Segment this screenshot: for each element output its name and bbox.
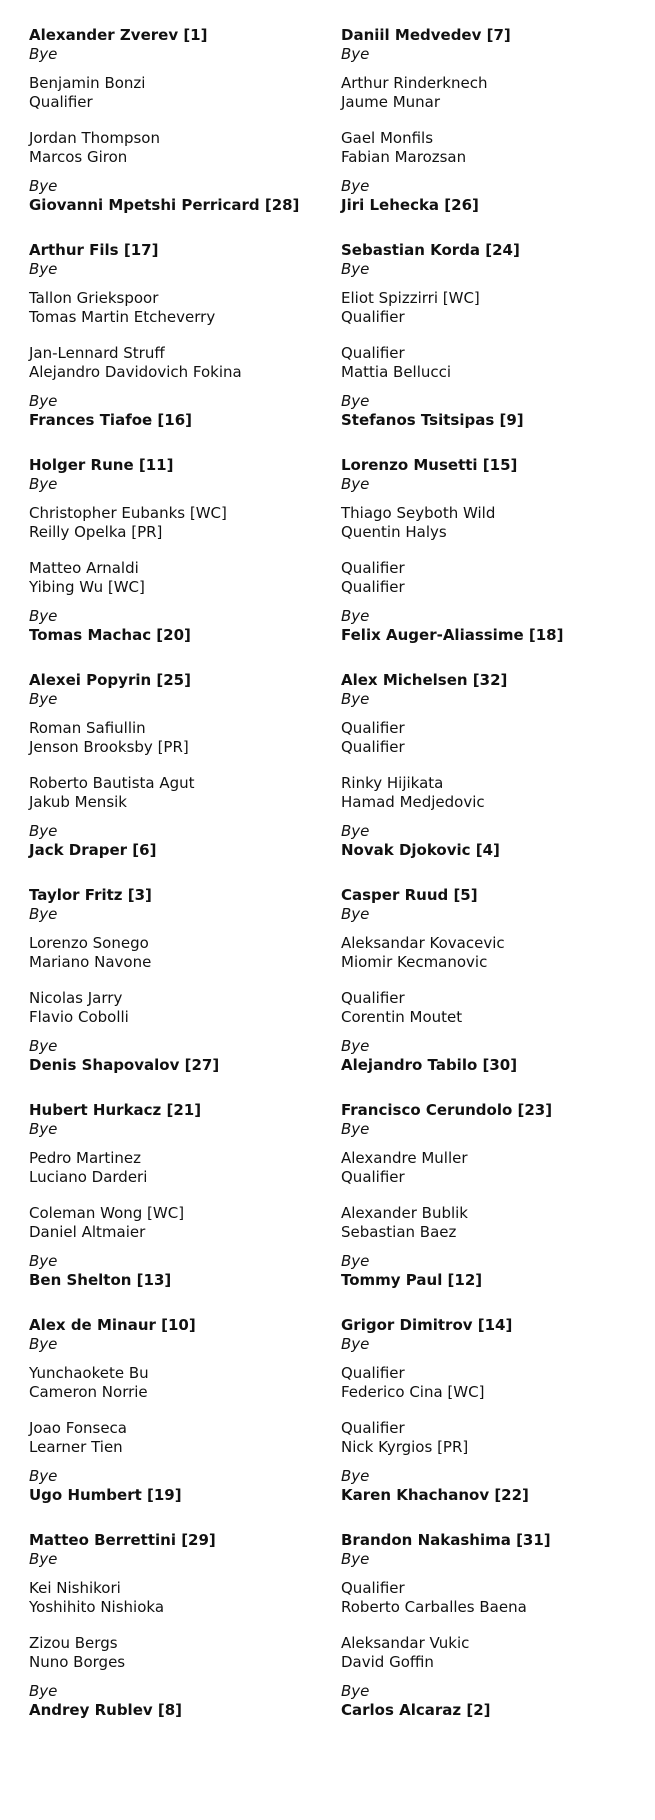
seeded-player-top: Brandon Nakashima [31] [341,1531,551,1549]
player-name: Lorenzo Sonego [29,934,149,952]
player-name: Roberto Carballes Baena [341,1598,527,1616]
bye-label: Bye [341,475,370,493]
seeded-player-top: Grigor Dimitrov [14] [341,1316,513,1334]
bye-label: Bye [29,905,58,923]
player-name: Jaume Munar [341,93,441,111]
bye-label: Bye [29,607,58,625]
bye-label: Bye [29,1252,58,1270]
player-name: Mariano Navone [29,953,152,971]
draw-section [29,670,329,865]
seeded-player-bottom: Frances Tiafoe [16] [29,411,193,429]
player-name: Joao Fonseca [29,1419,127,1437]
seeded-player-top: Daniil Medvedev [7] [341,26,511,44]
player-name: Aleksandar Kovacevic [341,934,505,952]
bye-label: Bye [341,1682,370,1700]
player-name: Christopher Eubanks [WC] [29,504,227,522]
bye-label: Bye [341,1037,370,1055]
player-name: Rinky Hijikata [341,774,444,792]
player-name: Qualifier [29,93,93,111]
bye-label: Bye [29,1682,58,1700]
draw-section [341,25,641,220]
bye-label: Bye [29,177,58,195]
player-name: Jenson Brooksby [PR] [29,738,189,756]
seeded-player-top: Casper Ruud [5] [341,886,478,904]
player-name: Qualifier [341,1579,405,1597]
player-name: Qualifier [341,989,405,1007]
player-name: Alejandro Davidovich Fokina [29,363,242,381]
player-name: Cameron Norrie [29,1383,148,1401]
draw-section [341,240,641,435]
bye-label: Bye [341,1467,370,1485]
seeded-player-bottom: Tommy Paul [12] [341,1271,483,1289]
bye-label: Bye [341,45,370,63]
draw-section [29,455,329,650]
bye-label: Bye [29,475,58,493]
player-name: Gael Monfils [341,129,434,147]
player-name: Learner Tien [29,1438,123,1456]
draw-section [341,885,641,1080]
draw-section [341,1315,641,1510]
seeded-player-bottom: Felix Auger-Aliassime [18] [341,626,564,644]
seeded-player-bottom: Jack Draper [6] [29,841,157,859]
player-name: Alexandre Muller [341,1149,468,1167]
seeded-player-bottom: Ugo Humbert [19] [29,1486,182,1504]
draw-section [29,1315,329,1510]
player-name: Roman Safiullin [29,719,146,737]
bye-label: Bye [341,1120,370,1138]
seeded-player-bottom: Novak Djokovic [4] [341,841,500,859]
seeded-player-bottom: Andrey Rublev [8] [29,1701,183,1719]
bye-label: Bye [29,1120,58,1138]
draw-section [29,1100,329,1295]
player-name: Yoshihito Nishioka [29,1598,165,1616]
bye-label: Bye [341,1252,370,1270]
player-name: Qualifier [341,719,405,737]
player-name: Qualifier [341,578,405,596]
player-name: Qualifier [341,738,405,756]
player-name: Qualifier [341,559,405,577]
bye-label: Bye [341,1550,370,1568]
seeded-player-bottom: Stefanos Tsitsipas [9] [341,411,524,429]
draw-section [341,1530,641,1725]
seeded-player-bottom: Tomas Machac [20] [29,626,191,644]
player-name: Alexander Bublik [341,1204,468,1222]
player-name: Yunchaokete Bu [29,1364,149,1382]
bye-label: Bye [29,690,58,708]
draw-section [29,1530,329,1725]
player-name: Benjamin Bonzi [29,74,146,92]
player-name: Qualifier [341,308,405,326]
player-name: Mattia Bellucci [341,363,452,381]
player-name: Qualifier [341,1168,405,1186]
bye-label: Bye [29,392,58,410]
player-name: Luciano Darderi [29,1168,148,1186]
player-name: Zizou Bergs [29,1634,118,1652]
player-name: Qualifier [341,344,405,362]
seeded-player-top: Hubert Hurkacz [21] [29,1101,202,1119]
player-name: Aleksandar Vukic [341,1634,470,1652]
player-name: Marcos Giron [29,148,128,166]
bye-label: Bye [341,690,370,708]
seeded-player-bottom: Denis Shapovalov [27] [29,1056,220,1074]
player-name: Yibing Wu [WC] [29,578,145,596]
draw-section [29,885,329,1080]
player-name: Arthur Rinderknech [341,74,488,92]
player-name: Nick Kyrgios [PR] [341,1438,469,1456]
seeded-player-bottom: Karen Khachanov [22] [341,1486,529,1504]
player-name: Daniel Altmaier [29,1223,146,1241]
seeded-player-top: Alexander Zverev [1] [29,26,208,44]
player-name: Reilly Opelka [PR] [29,523,163,541]
seeded-player-top: Arthur Fils [17] [29,241,159,259]
bye-label: Bye [341,607,370,625]
draw-section [29,25,329,220]
player-name: Jordan Thompson [29,129,160,147]
seeded-player-top: Alexei Popyrin [25] [29,671,191,689]
bye-label: Bye [29,45,58,63]
seeded-player-top: Alex de Minaur [10] [29,1316,196,1334]
seeded-player-bottom: Alejandro Tabilo [30] [341,1056,518,1074]
seeded-player-bottom: Carlos Alcaraz [2] [341,1701,491,1719]
seeded-player-bottom: Ben Shelton [13] [29,1271,172,1289]
player-name: Flavio Cobolli [29,1008,129,1026]
player-name: Thiago Seyboth Wild [341,504,496,522]
seeded-player-top: Matteo Berrettini [29] [29,1531,216,1549]
seeded-player-bottom: Jiri Lehecka [26] [341,196,479,214]
bye-label: Bye [29,1335,58,1353]
seeded-player-top: Sebastian Korda [24] [341,241,520,259]
player-name: Miomir Kecmanovic [341,953,488,971]
draw-section [29,240,329,435]
player-name: Federico Cina [WC] [341,1383,485,1401]
player-name: Coleman Wong [WC] [29,1204,185,1222]
bye-label: Bye [341,1335,370,1353]
seeded-player-top: Lorenzo Musetti [15] [341,456,518,474]
player-name: Jakub Mensik [29,793,127,811]
bye-label: Bye [341,905,370,923]
player-name: Jan-Lennard Struff [29,344,165,362]
player-name: Qualifier [341,1364,405,1382]
seeded-player-top: Taylor Fritz [3] [29,886,152,904]
player-name: Hamad Medjedovic [341,793,485,811]
seeded-player-top: Alex Michelsen [32] [341,671,508,689]
player-name: Tomas Martin Etcheverry [29,308,216,326]
bye-label: Bye [341,260,370,278]
bye-label: Bye [29,260,58,278]
player-name: David Goffin [341,1653,434,1671]
seeded-player-bottom: Giovanni Mpetshi Perricard [28] [29,196,300,214]
player-name: Nicolas Jarry [29,989,123,1007]
player-name: Eliot Spizzirri [WC] [341,289,480,307]
player-name: Kei Nishikori [29,1579,121,1597]
player-name: Fabian Marozsan [341,148,467,166]
draw-section [341,1100,641,1295]
player-name: Sebastian Baez [341,1223,457,1241]
bye-label: Bye [29,822,58,840]
player-name: Tallon Griekspoor [29,289,159,307]
bye-label: Bye [29,1467,58,1485]
draw-section [341,455,641,650]
player-name: Quentin Halys [341,523,447,541]
bye-label: Bye [29,1550,58,1568]
seeded-player-top: Francisco Cerundolo [23] [341,1101,553,1119]
player-name: Nuno Borges [29,1653,126,1671]
bye-label: Bye [341,392,370,410]
bye-label: Bye [341,177,370,195]
player-name: Corentin Moutet [341,1008,463,1026]
draw-section [341,670,641,865]
player-name: Matteo Arnaldi [29,559,139,577]
bye-label: Bye [341,822,370,840]
player-name: Roberto Bautista Agut [29,774,195,792]
seeded-player-top: Holger Rune [11] [29,456,174,474]
bye-label: Bye [29,1037,58,1055]
player-name: Qualifier [341,1419,405,1437]
player-name: Pedro Martinez [29,1149,142,1167]
